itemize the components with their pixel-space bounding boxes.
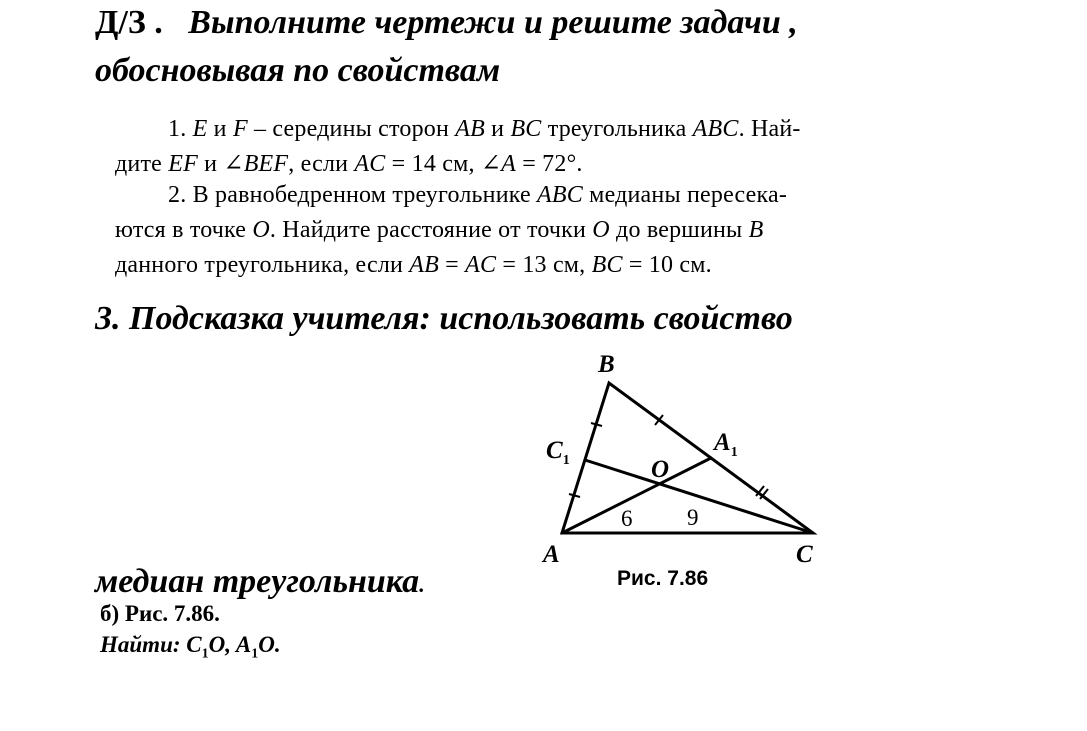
text: и (197, 151, 224, 177)
text: ются в точке (115, 217, 253, 243)
find-label: Найти: (100, 632, 181, 657)
var-ABC: ABC (537, 182, 583, 208)
var-BC: BC (591, 252, 623, 278)
text: медианы пересека- (582, 182, 788, 208)
label-O: O (651, 456, 670, 483)
label-B: B (598, 351, 615, 378)
angle-A: ∠A (480, 151, 517, 177)
label-C: C (796, 541, 813, 568)
var-AC: AC (354, 151, 386, 177)
find-var: A (235, 632, 252, 657)
var-F: F (232, 116, 248, 142)
label-A1-main: A (714, 429, 731, 456)
angle-BEF: ∠BEF (223, 151, 289, 177)
var-O: O (592, 217, 610, 243)
label-A1-sub: 1 (730, 445, 738, 460)
homework-heading-line2: обосновывая по свойствам (95, 52, 501, 89)
text: . Найдите расстояние от точки (269, 217, 593, 243)
find-sub: 1 (201, 646, 209, 662)
figure-caption: Рис. 7.86 (617, 567, 709, 590)
var-AB: AB (455, 116, 485, 142)
text: . Най- (738, 116, 801, 142)
segment-label-6: 6 (621, 506, 633, 531)
text: до вершины (609, 217, 749, 243)
text: = 72°. (516, 151, 583, 177)
var-ABC: ABC (692, 116, 739, 142)
label-A: A (543, 541, 560, 568)
var-E: E (192, 116, 208, 142)
label-C1 (546, 437, 570, 468)
var-B: B (748, 217, 764, 243)
text: = 13 см, (496, 252, 592, 278)
problem-number: 2. (168, 182, 187, 208)
text: = 14 см, (385, 151, 481, 177)
find-var: O. (258, 632, 281, 657)
text: , если (288, 151, 355, 177)
var-EF: EF (168, 151, 198, 177)
var-BC: BC (510, 116, 542, 142)
var-AB: AB (409, 252, 439, 278)
label-C1-main: C (546, 437, 563, 464)
var-AC: AC (465, 252, 497, 278)
problem-number: 1. (168, 116, 187, 142)
find-var: C (186, 632, 202, 657)
task-b-line2 (100, 632, 281, 663)
text: и (484, 116, 511, 142)
text: дите (115, 151, 169, 177)
homework-label: Д/З . (95, 4, 163, 41)
hint-text: медиан треугольника (95, 563, 420, 600)
text: данного треугольника, если (115, 252, 410, 278)
hint-period: . (419, 572, 425, 597)
label-C1-sub: 1 (562, 453, 570, 468)
text: = (438, 252, 466, 278)
text: треугольника (541, 116, 693, 142)
task-b-line1: б) Рис. 7.86. (100, 601, 220, 626)
text: = 10 см. (622, 252, 712, 278)
median-from-C (585, 460, 813, 533)
label-A1 (712, 429, 738, 460)
find-sub: 1 (251, 646, 259, 662)
var-O: O (252, 217, 270, 243)
find-var: O, (208, 632, 236, 657)
text: В равнобедренном треугольнике (192, 182, 538, 208)
hint-line1: 3. Подсказка учителя: использовать свойство (95, 300, 793, 337)
text: – середины сторон (247, 116, 456, 142)
text: и (207, 116, 233, 142)
segment-label-9: 9 (687, 505, 699, 530)
homework-instruction: Выполните чертежи и решите задачи , (188, 4, 798, 41)
